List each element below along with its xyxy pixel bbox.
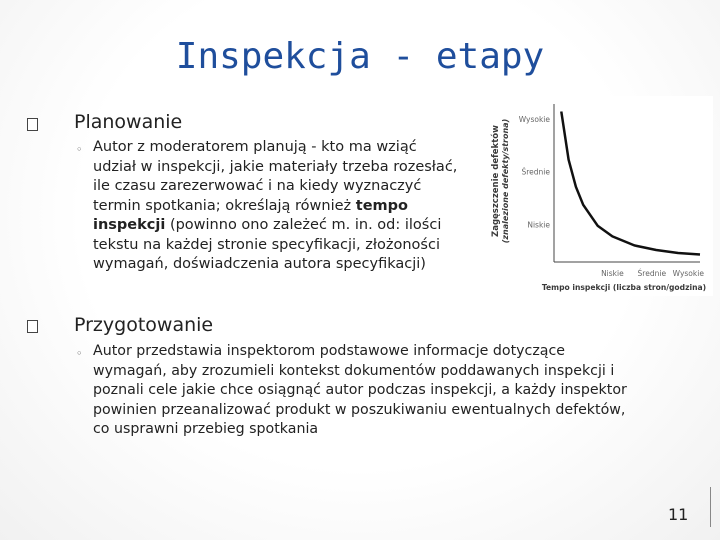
paragraph-line: powinien przeanalizować produkt w poszukiwaniu ewentualnych defektów, [93, 401, 626, 418]
y-tick-label: Średnie [521, 167, 550, 177]
x-tick-label: Średnie [637, 269, 667, 278]
paragraph-line: poznali cele jakie chce osiągnąć autor podczas inspekcji, a każdy inspektor [93, 382, 627, 398]
paragraph-line: tekstu na każdej stronie specyfikacji, złożoności [93, 236, 440, 253]
ring-bullet-icon: ◦ [76, 347, 83, 360]
bold-term: inspekcji [93, 217, 166, 233]
paragraph-line: ile czasu zarezerwować i na kiedy wyznaczyć [93, 178, 422, 194]
section-heading-planowanie: Planowanie [74, 111, 183, 133]
defect-density-chart [488, 96, 713, 296]
ring-bullet-icon: ◦ [76, 143, 83, 156]
section-paragraph-planowanie [93, 138, 457, 275]
y-axis-label: Zagęszczenie defektów [491, 125, 501, 237]
slide-title: Inspekcja - etapy [175, 36, 545, 77]
page-number-divider [710, 487, 711, 527]
paragraph-line [93, 216, 457, 236]
paragraph-line: wymagań, doświadczenia autora specyfikacji) [93, 256, 426, 272]
bold-term: tempo [355, 197, 408, 214]
paragraph-line: udział w inspekcji, jakie materiały trzeba rozesłać, [93, 158, 458, 175]
y-tick-label: Wysokie [518, 115, 550, 125]
section-paragraph-przygotowanie [93, 342, 627, 440]
x-tick-label: Niskie [601, 269, 624, 278]
paragraph-text: (powinno ono zależeć m. in. od: ilości [169, 217, 442, 233]
section-heading-przygotowanie: Przygotowanie [74, 314, 214, 336]
paragraph-line [93, 197, 457, 217]
x-axis-label: Tempo inspekcji (liczba stron/godzina) [541, 283, 707, 292]
square-bullet-icon [27, 118, 38, 131]
square-bullet-icon [27, 320, 38, 333]
y-tick-label: Niskie [527, 220, 550, 230]
paragraph-line: co usprawni przebieg spotkania [93, 421, 319, 437]
page-number: 11 [668, 505, 689, 524]
paragraph-line: Autor przedstawia inspektorom podstawowe informacje dotyczące [93, 343, 566, 359]
paragraph-line: Autor z moderatorem planują - kto ma wziąć [93, 139, 417, 155]
paragraph-line: wymagań, aby zrozumieli kontekst dokumentów poddawanych inspekcji i [93, 362, 615, 379]
chart-background [488, 96, 713, 296]
x-tick-label: Wysokie [672, 269, 704, 278]
x-tick-labels [601, 269, 704, 278]
y-axis-label-sub: (znalezione defekty/strona) [501, 118, 510, 244]
paragraph-text: termin spotkania; określają również [93, 197, 352, 214]
